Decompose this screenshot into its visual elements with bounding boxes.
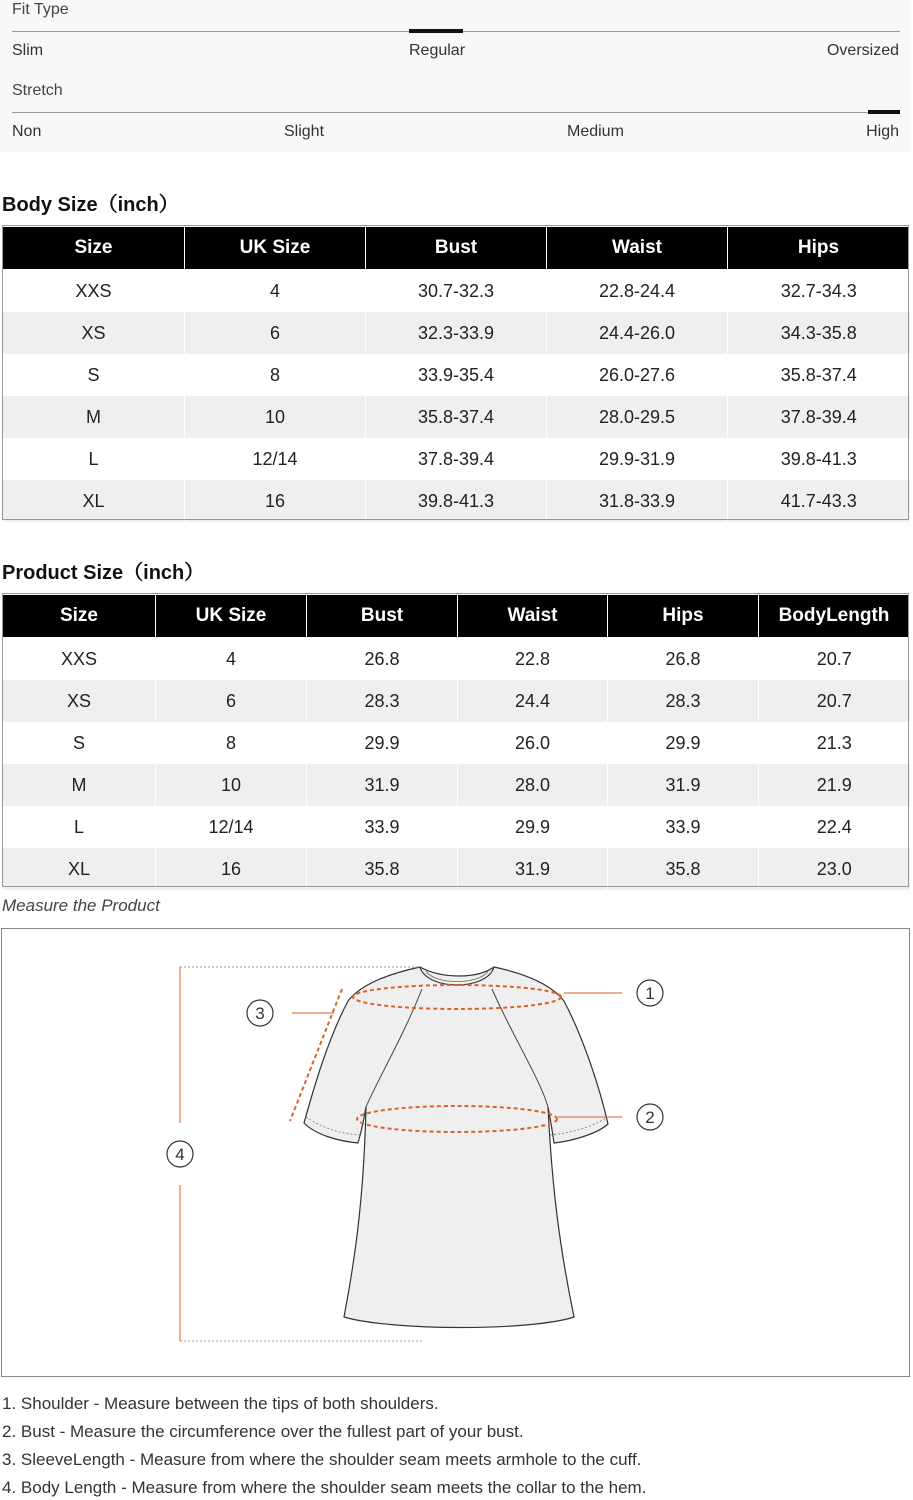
- table-row: [3, 722, 910, 764]
- table-cell: 35.8: [307, 848, 458, 890]
- table-cell: M: [3, 396, 185, 438]
- table-cell: 37.8-39.4: [728, 396, 910, 438]
- table-cell: 4: [185, 270, 366, 313]
- stretch-option-slight: Slight: [284, 123, 325, 140]
- table-cell: 31.9: [307, 764, 458, 806]
- table-cell: 20.7: [759, 638, 910, 681]
- table-row: [3, 638, 910, 681]
- marker-3-label: 3: [255, 1004, 265, 1023]
- table-cell: XS: [3, 312, 185, 354]
- table-cell: 26.0: [458, 722, 608, 764]
- stretch-option-high: High: [866, 123, 899, 140]
- fit-type-selected-marker: [409, 29, 463, 33]
- measure-caption: Measure the Product: [2, 896, 160, 915]
- table-cell: 33.9: [608, 806, 759, 848]
- column-header-hips: Hips: [608, 595, 759, 638]
- table-cell: 8: [185, 354, 366, 396]
- column-header-waist: Waist: [458, 595, 608, 638]
- tshirt-diagram: [2, 929, 909, 1376]
- body-size-table: [2, 226, 910, 522]
- table-cell: 22.8: [458, 638, 608, 681]
- table-cell: 6: [156, 680, 307, 722]
- table-cell: 33.9-35.4: [366, 354, 547, 396]
- table-row: [3, 270, 910, 313]
- table-cell: 8: [156, 722, 307, 764]
- table-cell: 29.9: [608, 722, 759, 764]
- table-cell: 12/14: [185, 438, 366, 480]
- product-size-title: Product Size（inch）: [2, 562, 205, 584]
- column-header-body-length: BodyLength: [759, 595, 910, 638]
- table-cell: 6: [185, 312, 366, 354]
- column-header-bust: Bust: [307, 595, 458, 638]
- measure-note-sleeve-length: 3. SleeveLength - Measure from where the shoulder seam meets armhole to the cuff.: [2, 1450, 642, 1469]
- tshirt-outline: [304, 967, 608, 1328]
- table-cell: 32.7-34.3: [728, 270, 910, 313]
- table-cell: 35.8-37.4: [728, 354, 910, 396]
- table-row: [3, 312, 910, 354]
- table-cell: 28.3: [307, 680, 458, 722]
- table-cell: 10: [185, 396, 366, 438]
- table-cell: 28.0-29.5: [547, 396, 728, 438]
- marker-4-label: 4: [175, 1145, 185, 1164]
- body-size-title: Body Size（inch）: [2, 194, 179, 216]
- fit-option-regular: Regular: [409, 42, 466, 59]
- marker-1-label: 1: [645, 984, 655, 1003]
- table-cell: L: [3, 806, 156, 848]
- column-header-uk-size: UK Size: [156, 595, 307, 638]
- table-cell: 21.9: [759, 764, 910, 806]
- table-cell: 28.0: [458, 764, 608, 806]
- table-cell: 41.7-43.3: [728, 480, 910, 522]
- table-cell: 32.3-33.9: [366, 312, 547, 354]
- table-cell: 35.8: [608, 848, 759, 890]
- table-cell: 28.3: [608, 680, 759, 722]
- table-cell: 22.4: [759, 806, 910, 848]
- table-cell: 24.4: [458, 680, 608, 722]
- table-cell: 26.0-27.6: [547, 354, 728, 396]
- table-cell: 31.9: [608, 764, 759, 806]
- table-cell: 34.3-35.8: [728, 312, 910, 354]
- table-cell: 20.7: [759, 680, 910, 722]
- table-row: [3, 680, 910, 722]
- table-row: [3, 396, 910, 438]
- product-size-table: [2, 594, 910, 890]
- table-row: [3, 438, 910, 480]
- measure-note-body-length: 4. Body Length - Measure from where the shoulder seam meets the collar to the hem.: [2, 1478, 647, 1497]
- table-cell: 31.8-33.9: [547, 480, 728, 522]
- measure-note-bust: 2. Bust - Measure the circumference over the fullest part of your bust.: [2, 1422, 524, 1441]
- fit-option-oversized: Oversized: [826, 42, 899, 59]
- table-cell: 23.0: [759, 848, 910, 890]
- table-cell: M: [3, 764, 156, 806]
- table-cell: 26.8: [608, 638, 759, 681]
- table-cell: 26.8: [307, 638, 458, 681]
- stretch-scale-line: [12, 112, 900, 113]
- table-cell: 29.9: [458, 806, 608, 848]
- table-cell: 16: [156, 848, 307, 890]
- table-cell: 24.4-26.0: [547, 312, 728, 354]
- table-cell: 4: [156, 638, 307, 681]
- column-header-bust: Bust: [366, 227, 547, 270]
- table-cell: 21.3: [759, 722, 910, 764]
- stretch-option-medium: Medium: [567, 123, 624, 140]
- table-cell: 22.8-24.4: [547, 270, 728, 313]
- measure-note-shoulder: 1. Shoulder - Measure between the tips of both shoulders.: [2, 1394, 439, 1413]
- table-row: [3, 354, 910, 396]
- table-cell: 12/14: [156, 806, 307, 848]
- column-header-uk-size: UK Size: [185, 227, 366, 270]
- table-row: [3, 848, 910, 890]
- table-cell: 35.8-37.4: [366, 396, 547, 438]
- table-cell: 29.9: [307, 722, 458, 764]
- table-cell: XXS: [3, 638, 156, 681]
- table-cell: S: [3, 354, 185, 396]
- table-cell: 37.8-39.4: [366, 438, 547, 480]
- stretch-label: Stretch: [12, 82, 63, 99]
- table-cell: S: [3, 722, 156, 764]
- table-cell: XS: [3, 680, 156, 722]
- column-header-waist: Waist: [547, 227, 728, 270]
- table-cell: 16: [185, 480, 366, 522]
- fit-type-label: Fit Type: [12, 1, 69, 18]
- table-row: [3, 806, 910, 848]
- table-cell: 39.8-41.3: [728, 438, 910, 480]
- table-cell: XL: [3, 848, 156, 890]
- table-cell: 31.9: [458, 848, 608, 890]
- column-header-size: Size: [3, 595, 156, 638]
- stretch-option-non: Non: [12, 123, 42, 140]
- table-header-row: [3, 595, 910, 638]
- column-header-size: Size: [3, 227, 185, 270]
- table-cell: XXS: [3, 270, 185, 313]
- measurement-diagram: [1, 928, 910, 1377]
- stretch-selected-marker: [868, 110, 900, 114]
- table-row: [3, 764, 910, 806]
- table-cell: 30.7-32.3: [366, 270, 547, 313]
- table-cell: XL: [3, 480, 185, 522]
- fit-option-slim: Slim: [12, 42, 44, 59]
- fit-stretch-panel: [0, 0, 911, 152]
- column-header-hips: Hips: [728, 227, 910, 270]
- marker-2-label: 2: [645, 1108, 655, 1127]
- table-row: [3, 480, 910, 522]
- table-cell: L: [3, 438, 185, 480]
- table-cell: 10: [156, 764, 307, 806]
- table-cell: 39.8-41.3: [366, 480, 547, 522]
- table-header-row: [3, 227, 910, 270]
- table-cell: 33.9: [307, 806, 458, 848]
- table-cell: 29.9-31.9: [547, 438, 728, 480]
